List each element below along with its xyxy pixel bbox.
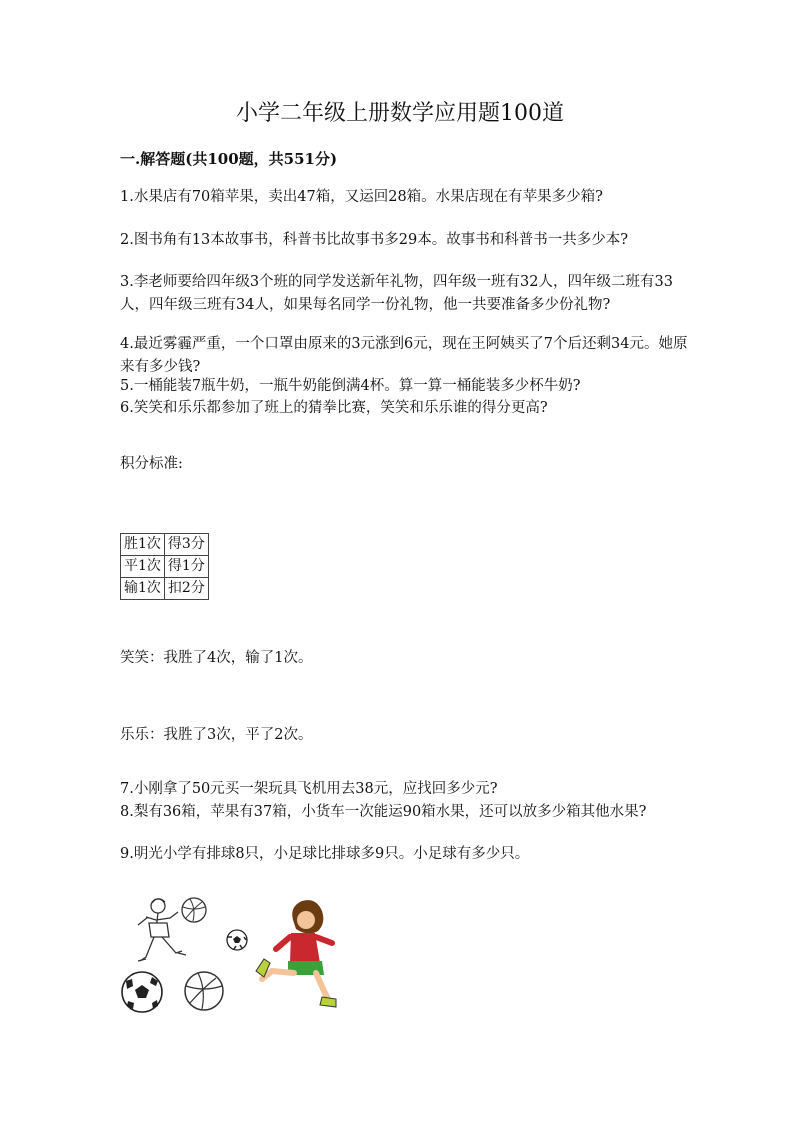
volleyball-icon <box>182 898 206 922</box>
question-6: 6.笑笑和乐乐都参加了班上的猜拳比赛，笑笑和乐乐谁的得分更高? <box>120 400 548 416</box>
volleyball-large-icon <box>185 972 223 1010</box>
section-heading: 一.解答题(共100题，共551分) <box>120 150 338 168</box>
table-cell: 平1次 <box>121 556 165 578</box>
table-cell: 胜1次 <box>121 534 165 556</box>
soccer-player-figure <box>256 900 336 1007</box>
soccer-ball-icon <box>227 930 247 950</box>
table-row <box>121 578 209 600</box>
table-cell: 扣2分 <box>164 578 208 600</box>
soccer-ball-large-icon <box>122 972 162 1012</box>
table-row <box>121 534 209 556</box>
lele-statement: 乐乐：我胜了3次，平了2次。 <box>120 727 313 743</box>
question-2: 2.图书角有13本故事书，科普书比故事书多29本。故事书和科普书一共多少本? <box>120 232 629 248</box>
question-4: 4.最近雾霾严重，一个口罩由原来的3元涨到6元，现在王阿姨买了7个后还剩34元。她原来有多少钱? <box>120 336 688 375</box>
table-cell: 得1分 <box>164 556 208 578</box>
question-1: 1.水果店有70箱苹果，卖出47箱，又运回28箱。水果店现在有苹果多少箱? <box>120 189 603 205</box>
question-3: 3.李老师要给四年级3个班的同学发送新年礼物，四年级一班有32人，四年级二班有33人，四年级三班有34人，如果每名同学一份礼物，他一共要准备多少份礼物? <box>120 274 673 313</box>
question-5: 5.一桶能装7瓶牛奶，一瓶牛奶能倒满4杯。算一算一桶能装多少杯牛奶? <box>120 378 581 394</box>
page-title: 小学二年级上册数学应用题100道 <box>236 101 564 126</box>
table-row <box>121 556 209 578</box>
question-7: 7.小刚拿了50元买一架玩具飞机用去38元，应找回多少元? <box>120 781 498 797</box>
xiaoxiao-statement: 笑笑：我胜了4次，输了1次。 <box>120 650 313 666</box>
volleyball-player-figure <box>138 899 186 961</box>
scoring-label: 积分标准: <box>120 456 183 472</box>
question-9: 9.明光小学有排球8只，小足球比排球多9只。小足球有多少只。 <box>120 846 530 862</box>
sports-illustration <box>116 893 356 1018</box>
question-8: 8.梨有36箱，苹果有37箱，小货车一次能运90箱水果，还可以放多少箱其他水果? <box>120 804 647 820</box>
balls-and-players-image <box>116 893 356 1018</box>
scoring-table <box>120 533 209 600</box>
table-cell: 输1次 <box>121 578 165 600</box>
table-cell: 得3分 <box>164 534 208 556</box>
